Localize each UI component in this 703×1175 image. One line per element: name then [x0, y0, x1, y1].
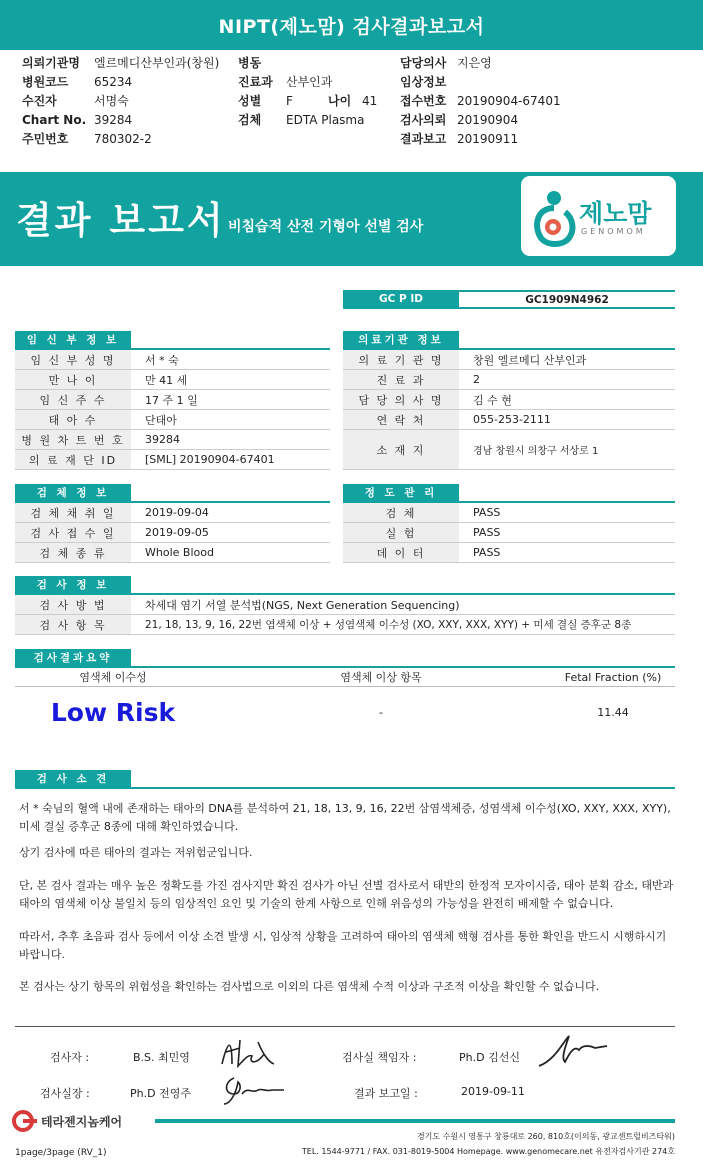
summary-col-ff: Fetal Fraction (%)	[564, 670, 662, 684]
info-row	[343, 523, 675, 543]
header-label: 접수번호	[400, 94, 447, 108]
tester-signature-icon	[218, 1034, 278, 1072]
patient-section	[15, 331, 330, 470]
header-value: EDTA Plasma	[286, 113, 365, 127]
info-row	[343, 410, 675, 430]
footer-address: 경기도 수원시 영통구 창룡대로 260, 810호(이의동, 광교센트럴비즈타워)	[416, 1132, 675, 1141]
info-label: 담 당 의 사 명	[343, 390, 459, 409]
header-label: 성별	[238, 94, 262, 108]
test-section-header: 검 사 정 보	[15, 576, 131, 593]
summary-result: Low Risk	[50, 697, 176, 727]
header-value: 20190904	[457, 113, 519, 127]
info-label: 연 락 처	[343, 410, 459, 429]
info-label: 검 체 종 류	[15, 543, 131, 562]
info-value: 2019-09-04	[145, 506, 209, 519]
info-label: 태 아 수	[15, 410, 131, 429]
qc-section	[343, 484, 675, 563]
info-row	[343, 543, 675, 563]
info-value: 경남 창원시 의창구 서상로 1	[473, 446, 599, 457]
info-value: 창원 엘르메디 산부인과	[473, 353, 587, 367]
gcpid-label: GC P ID	[343, 290, 459, 307]
info-value: PASS	[473, 546, 501, 559]
header-label: 임상정보	[400, 75, 447, 89]
company-logo	[12, 1110, 122, 1132]
opinion-section-header: 검 사 소 견	[15, 770, 131, 787]
info-value: 055-253-2111	[473, 413, 551, 426]
header-value: 20190911	[457, 132, 519, 146]
director-signature-icon	[220, 1072, 290, 1108]
info-row	[15, 543, 330, 563]
info-value: 21, 18, 13, 9, 16, 22번 염색체 이상 + 성염색체 이수성 (XO, XXY, XXX, XYY) + 미세 결실 증후군 8종	[145, 619, 632, 631]
opinion-section	[15, 770, 675, 789]
company-logo-icon	[12, 1110, 38, 1132]
header-label: Chart No.	[22, 113, 87, 127]
info-row	[15, 523, 330, 543]
opinion-paragraph: 상기 검사에 따른 태아의 결과는 저위험군입니다.	[19, 846, 253, 859]
header-col1	[22, 54, 219, 149]
summary-col-abnormal: 염색체 이상 항목	[340, 671, 422, 684]
hospital-section	[343, 331, 675, 470]
report-title: NIPT(제노맘) 검사결과보고서	[0, 0, 703, 50]
tester-label: 검사자 :	[50, 1051, 90, 1064]
info-row	[343, 503, 675, 523]
test-section	[15, 576, 675, 635]
info-row	[343, 390, 675, 410]
opinion-paragraph: 따라서, 추후 초음파 검사 등에서 이상 소견 발생 시, 임상적 상황을 고려하여 태아의 염색체 핵형 검사를 통한 확인을 반드시 시행하시기 바랍니다.	[19, 930, 667, 961]
footer-bar	[155, 1119, 675, 1123]
logo-subtext: GENOMOM	[581, 227, 646, 236]
info-value: 차세대 염기 서열 분석법(NGS, Next Generation Sequencing)	[145, 598, 460, 612]
info-value: [SML] 20190904-67401	[145, 453, 275, 466]
info-value: 2	[473, 373, 480, 386]
report-date-label: 결과 보고일 :	[354, 1087, 418, 1100]
info-row	[15, 390, 330, 410]
header-label: 담당의사	[400, 56, 447, 70]
opinion-paragraph: 서 * 숙님의 혈액 내에 존재하는 태아의 DNA를 분석하여 21, 18, 13, 9, 16, 22번 삼염색체증, 성염색체 이수성(XO, XXY, XXX, XYY), 미세 결실 증후군 8종에 대해 확인하였습니다.	[19, 802, 671, 833]
info-row	[15, 615, 675, 635]
info-row	[15, 350, 330, 370]
header-value: 65234	[94, 75, 133, 89]
header-label: 병동	[238, 56, 262, 70]
header-value: F	[286, 94, 293, 108]
info-value: 17 주 1 일	[145, 393, 198, 407]
gcpid-value: GC1909N4962	[459, 290, 675, 307]
age-label: 나이	[328, 94, 352, 108]
lab-head-name: Ph.D 김선신	[459, 1051, 520, 1064]
result-banner	[0, 172, 703, 266]
genomom-logo	[521, 176, 676, 256]
info-value: 서 * 숙	[145, 353, 179, 367]
header-label: 결과보고	[400, 132, 447, 146]
info-row	[15, 450, 330, 470]
header-value: 서명숙	[94, 94, 129, 108]
header-label: 검사의뢰	[400, 113, 447, 127]
header-value: 20190904-67401	[457, 94, 561, 108]
header-label: 수진자	[22, 94, 57, 108]
info-value: PASS	[473, 526, 501, 539]
info-value: PASS	[473, 506, 501, 519]
info-value: 단태아	[145, 413, 177, 427]
info-label: 실 험	[343, 523, 459, 542]
header-label: 주민번호	[22, 132, 69, 146]
specimen-section-header: 검 체 정 보	[15, 484, 131, 501]
header-label: 병원코드	[22, 75, 69, 89]
info-label: 의 료 기 관 명	[343, 350, 459, 369]
banner-subtitle: 비침습적 산전 기형아 선별 검사	[228, 219, 424, 235]
info-label: 임 신 주 수	[15, 390, 131, 409]
gcpid-row	[343, 290, 675, 309]
info-label: 의 료 재 단 ID	[15, 450, 131, 469]
summary-section-header: 검사결과요약	[15, 649, 131, 666]
age-value: 41	[362, 94, 378, 108]
info-row	[343, 430, 675, 470]
info-label: 병 원 차 트 번 호	[15, 430, 131, 449]
director-name: Ph.D 전영주	[130, 1087, 191, 1100]
info-row	[15, 370, 330, 390]
summary-section	[15, 649, 675, 737]
hospital-section-header: 의료기관 정보	[343, 331, 459, 348]
summary-ff-value: 11.44	[597, 705, 629, 719]
header-value: 39284	[94, 113, 133, 127]
header-label: 의뢰기관명	[22, 56, 80, 70]
header-col2	[238, 54, 377, 130]
header-label: 진료과	[238, 75, 273, 89]
header-col3	[400, 54, 561, 149]
info-label: 검 체	[343, 503, 459, 522]
specimen-section	[15, 484, 330, 563]
info-row	[343, 350, 675, 370]
info-label: 만 나 이	[15, 370, 131, 389]
footer-contact: TEL. 1544-9771 / FAX. 031-8019-5004 Homepage. www.genomecare.net 유전자검사기관 274호	[301, 1147, 675, 1156]
info-label: 검 사 방 법	[15, 595, 131, 614]
page-number: 1page/3page (RV_1)	[15, 1148, 107, 1158]
summary-abnormal-value: -	[379, 705, 383, 719]
header-label: 검체	[238, 113, 262, 127]
info-label: 검 사 항 목	[15, 615, 131, 634]
divider	[15, 1026, 675, 1027]
logo-text: 제노맘	[579, 199, 652, 228]
lab-head-label: 검사실 책임자 :	[342, 1051, 417, 1064]
info-label: 임 신 부 성 명	[15, 350, 131, 369]
header-value: 산부인과	[286, 75, 333, 89]
info-label: 검 체 채 취 일	[15, 503, 131, 522]
info-value: 만 41 세	[145, 373, 188, 387]
tester-name: B.S. 최민영	[133, 1051, 190, 1064]
info-label: 검 사 접 수 일	[15, 523, 131, 542]
info-row	[15, 595, 675, 615]
info-label: 진 료 과	[343, 370, 459, 389]
genomom-mother-icon	[529, 188, 579, 248]
director-label: 검사실장 :	[40, 1087, 90, 1100]
info-label: 소 재 지	[343, 430, 459, 469]
info-row	[15, 503, 330, 523]
info-value: Whole Blood	[145, 546, 214, 559]
opinion-paragraph: 단, 본 검사 결과는 매우 높은 정확도를 가진 검사지만 확진 검사가 아닌 선별 검사로서 태반의 한정적 모자이시즘, 태아 분획 감소, 태반과 태아의 염색체 이상 불일치 등의 임상적인 요인 및 기술의 한계 사항으로 인해 위음성의 가능성을 완전히 배제할 수 없습니다.	[19, 879, 674, 910]
header-value: 지은영	[457, 56, 492, 70]
info-value: 39284	[145, 433, 180, 446]
header-value: 780302-2	[94, 132, 152, 146]
patient-section-header: 임 신 부 정 보	[15, 331, 131, 348]
info-value: 김 수 현	[473, 393, 512, 407]
info-value: 2019-09-05	[145, 526, 209, 539]
info-row	[15, 410, 330, 430]
info-label: 데 이 터	[343, 543, 459, 562]
header-value: 엘르메디산부인과(창원)	[94, 56, 220, 70]
lab-head-signature-icon	[535, 1032, 610, 1070]
company-name: 테라젠지놈케어	[41, 1114, 123, 1129]
opinion-paragraph: 본 검사는 상기 항목의 위험성을 확인하는 검사법으로 이외의 다른 염색체 수적 이상과 구조적 이상을 확인할 수 없습니다.	[19, 980, 600, 993]
info-row	[15, 430, 330, 450]
report-date: 2019-09-11	[461, 1085, 525, 1098]
info-row	[343, 370, 675, 390]
summary-col-aneuploidy: 염색체 이수성	[79, 671, 147, 684]
qc-section-header: 정 도 관 리	[343, 484, 459, 501]
banner-title: 결과 보고서	[16, 199, 226, 242]
